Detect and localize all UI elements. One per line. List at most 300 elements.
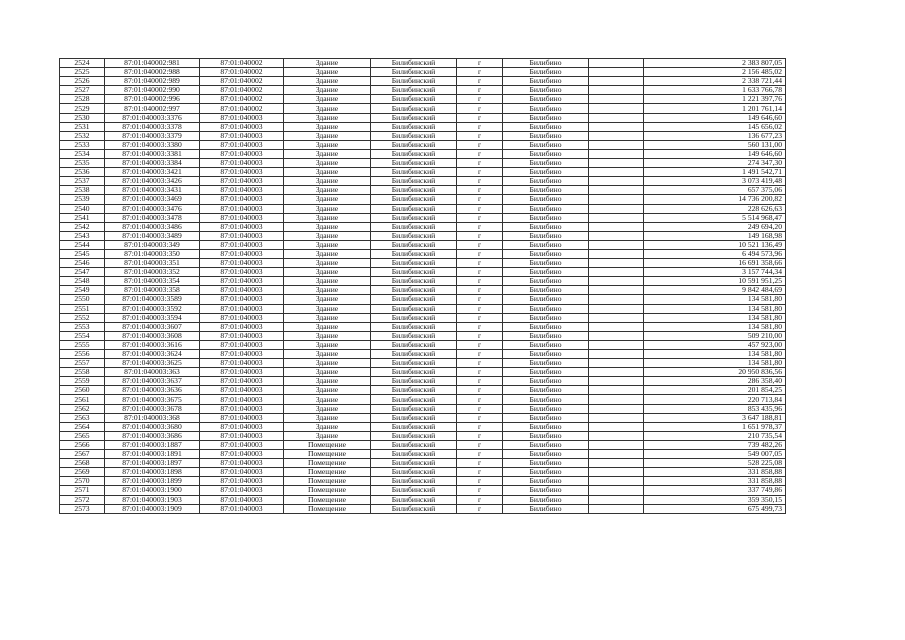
district-cell: Билибинский (371, 495, 457, 504)
settlement-cell: Билибино (503, 222, 589, 231)
cadastral-quarter-cell: 87:01:040003 (200, 468, 284, 477)
cadastral-value-cell: 2 338 721,44 (644, 77, 786, 86)
blank-cell-cell (589, 222, 644, 231)
object-type-cell: Здание (284, 331, 371, 340)
object-type-cell: Здание (284, 359, 371, 368)
settlement-cell: Билибино (503, 322, 589, 331)
table-row (60, 68, 786, 77)
cadastral-number-cell: 87:01:040002:981 (105, 59, 200, 68)
cadastral-value-cell: 2 156 485,02 (644, 68, 786, 77)
cadastral-number-cell: 87:01:040003:363 (105, 368, 200, 377)
settlement-type-cell: г (457, 350, 503, 359)
settlement-type-cell: г (457, 440, 503, 449)
cadastral-value-cell: 134 581,80 (644, 350, 786, 359)
row-number-cell: 2539 (60, 195, 105, 204)
cadastral-value-cell: 3 647 188,81 (644, 413, 786, 422)
row-number-cell: 2546 (60, 259, 105, 268)
row-number-cell: 2537 (60, 177, 105, 186)
cadastral-quarter-cell: 87:01:040002 (200, 68, 284, 77)
cadastral-number-cell: 87:01:040003:3616 (105, 340, 200, 349)
row-number-cell: 2571 (60, 486, 105, 495)
object-type-cell: Помещение (284, 477, 371, 486)
settlement-type-cell: г (457, 304, 503, 313)
cadastral-number-cell: 87:01:040003:3476 (105, 204, 200, 213)
cadastral-value-cell: 134 581,80 (644, 313, 786, 322)
settlement-cell: Билибино (503, 86, 589, 95)
object-type-cell: Здание (284, 159, 371, 168)
cadastral-number-cell: 87:01:040003:3636 (105, 386, 200, 395)
cadastral-value-cell: 675 499,73 (644, 504, 786, 513)
settlement-type-cell: г (457, 395, 503, 404)
district-cell: Билибинский (371, 268, 457, 277)
blank-cell-cell (589, 86, 644, 95)
table-row (60, 240, 786, 249)
row-number-cell: 2529 (60, 104, 105, 113)
cadastral-value-cell: 509 210,00 (644, 331, 786, 340)
settlement-type-cell: г (457, 168, 503, 177)
district-cell: Билибинский (371, 295, 457, 304)
settlement-type-cell: г (457, 195, 503, 204)
cadastral-quarter-cell: 87:01:040003 (200, 131, 284, 140)
object-type-cell: Здание (284, 404, 371, 413)
cadastral-number-cell: 87:01:040003:3675 (105, 395, 200, 404)
cadastral-quarter-cell: 87:01:040003 (200, 222, 284, 231)
cadastral-value-cell: 560 131,00 (644, 140, 786, 149)
blank-cell-cell (589, 122, 644, 131)
object-type-cell: Здание (284, 322, 371, 331)
table-row (60, 495, 786, 504)
settlement-type-cell: г (457, 431, 503, 440)
settlement-cell: Билибино (503, 486, 589, 495)
cadastral-quarter-cell: 87:01:040003 (200, 140, 284, 149)
settlement-cell: Билибино (503, 468, 589, 477)
settlement-type-cell: г (457, 204, 503, 213)
cadastral-number-cell: 87:01:040003:1897 (105, 459, 200, 468)
table-row (60, 395, 786, 404)
table-row (60, 104, 786, 113)
settlement-cell: Билибино (503, 77, 589, 86)
settlement-cell: Билибино (503, 404, 589, 413)
table-row (60, 168, 786, 177)
blank-cell-cell (589, 277, 644, 286)
table-row (60, 304, 786, 313)
object-type-cell: Здание (284, 59, 371, 68)
object-type-cell: Здание (284, 77, 371, 86)
blank-cell-cell (589, 404, 644, 413)
object-type-cell: Здание (284, 350, 371, 359)
object-type-cell: Здание (284, 431, 371, 440)
district-cell: Билибинский (371, 140, 457, 149)
object-type-cell: Здание (284, 422, 371, 431)
row-number-cell: 2563 (60, 413, 105, 422)
cadastral-number-cell: 87:01:040003:3686 (105, 431, 200, 440)
cadastral-quarter-cell: 87:01:040002 (200, 104, 284, 113)
settlement-type-cell: г (457, 331, 503, 340)
blank-cell-cell (589, 322, 644, 331)
settlement-cell: Билибино (503, 186, 589, 195)
table-row (60, 322, 786, 331)
blank-cell-cell (589, 495, 644, 504)
cadastral-quarter-cell: 87:01:040003 (200, 440, 284, 449)
table-row (60, 149, 786, 158)
district-cell: Билибинский (371, 322, 457, 331)
cadastral-quarter-cell: 87:01:040002 (200, 95, 284, 104)
blank-cell-cell (589, 240, 644, 249)
settlement-cell: Билибино (503, 140, 589, 149)
settlement-type-cell: г (457, 468, 503, 477)
object-type-cell: Помещение (284, 504, 371, 513)
blank-cell-cell (589, 422, 644, 431)
settlement-cell: Билибино (503, 59, 589, 68)
cadastral-number-cell: 87:01:040003:368 (105, 413, 200, 422)
settlement-cell: Билибино (503, 249, 589, 258)
blank-cell-cell (589, 340, 644, 349)
cadastral-quarter-cell: 87:01:040003 (200, 313, 284, 322)
table-row (60, 422, 786, 431)
district-cell: Билибинский (371, 113, 457, 122)
row-number-cell: 2551 (60, 304, 105, 313)
cadastral-value-table (59, 58, 786, 514)
blank-cell-cell (589, 131, 644, 140)
cadastral-number-cell: 87:01:040003:3478 (105, 213, 200, 222)
district-cell: Билибинский (371, 249, 457, 258)
row-number-cell: 2560 (60, 386, 105, 395)
blank-cell-cell (589, 486, 644, 495)
settlement-cell: Билибино (503, 159, 589, 168)
cadastral-quarter-cell: 87:01:040003 (200, 404, 284, 413)
table-row (60, 259, 786, 268)
settlement-type-cell: г (457, 222, 503, 231)
district-cell: Билибинский (371, 422, 457, 431)
district-cell: Билибинский (371, 477, 457, 486)
settlement-type-cell: г (457, 495, 503, 504)
object-type-cell: Здание (284, 140, 371, 149)
district-cell: Билибинский (371, 368, 457, 377)
cadastral-value-cell: 134 581,80 (644, 359, 786, 368)
cadastral-number-cell: 87:01:040003:1903 (105, 495, 200, 504)
object-type-cell: Здание (284, 313, 371, 322)
row-number-cell: 2566 (60, 440, 105, 449)
settlement-type-cell: г (457, 386, 503, 395)
settlement-type-cell: г (457, 122, 503, 131)
district-cell: Билибинский (371, 486, 457, 495)
cadastral-quarter-cell: 87:01:040003 (200, 286, 284, 295)
cadastral-quarter-cell: 87:01:040003 (200, 495, 284, 504)
settlement-type-cell: г (457, 295, 503, 304)
cadastral-number-cell: 87:01:040003:1900 (105, 486, 200, 495)
district-cell: Билибинский (371, 222, 457, 231)
table-row (60, 77, 786, 86)
row-number-cell: 2531 (60, 122, 105, 131)
row-number-cell: 2557 (60, 359, 105, 368)
district-cell: Билибинский (371, 431, 457, 440)
blank-cell-cell (589, 259, 644, 268)
object-type-cell: Здание (284, 295, 371, 304)
settlement-cell: Билибино (503, 340, 589, 349)
district-cell: Билибинский (371, 395, 457, 404)
cadastral-value-cell: 16 691 358,66 (644, 259, 786, 268)
cadastral-value-cell: 6 494 573,96 (644, 249, 786, 258)
object-type-cell: Здание (284, 240, 371, 249)
table-row (60, 440, 786, 449)
object-type-cell: Здание (284, 122, 371, 131)
district-cell: Билибинский (371, 377, 457, 386)
blank-cell-cell (589, 177, 644, 186)
row-number-cell: 2554 (60, 331, 105, 340)
cadastral-number-cell: 87:01:040003:1891 (105, 450, 200, 459)
row-number-cell: 2573 (60, 504, 105, 513)
cadastral-quarter-cell: 87:01:040003 (200, 240, 284, 249)
district-cell: Билибинский (371, 204, 457, 213)
cadastral-quarter-cell: 87:01:040003 (200, 368, 284, 377)
settlement-cell: Билибино (503, 331, 589, 340)
settlement-type-cell: г (457, 113, 503, 122)
settlement-type-cell: г (457, 277, 503, 286)
cadastral-value-cell: 201 854,25 (644, 386, 786, 395)
object-type-cell: Здание (284, 340, 371, 349)
object-type-cell: Помещение (284, 450, 371, 459)
settlement-type-cell: г (457, 249, 503, 258)
cadastral-quarter-cell: 87:01:040003 (200, 213, 284, 222)
row-number-cell: 2552 (60, 313, 105, 322)
object-type-cell: Здание (284, 186, 371, 195)
cadastral-value-cell: 2 383 807,05 (644, 59, 786, 68)
cadastral-quarter-cell: 87:01:040003 (200, 322, 284, 331)
table-row (60, 249, 786, 258)
object-type-cell: Здание (284, 368, 371, 377)
row-number-cell: 2540 (60, 204, 105, 213)
row-number-cell: 2568 (60, 459, 105, 468)
cadastral-number-cell: 87:01:040003:3594 (105, 313, 200, 322)
cadastral-number-cell: 87:01:040003:1898 (105, 468, 200, 477)
table-row (60, 468, 786, 477)
settlement-type-cell: г (457, 186, 503, 195)
table-row (60, 340, 786, 349)
district-cell: Билибинский (371, 168, 457, 177)
settlement-cell: Билибино (503, 277, 589, 286)
cadastral-quarter-cell: 87:01:040003 (200, 395, 284, 404)
settlement-cell: Билибино (503, 149, 589, 158)
object-type-cell: Здание (284, 249, 371, 258)
settlement-type-cell: г (457, 68, 503, 77)
blank-cell-cell (589, 68, 644, 77)
table-row (60, 386, 786, 395)
settlement-type-cell: г (457, 459, 503, 468)
table-row (60, 313, 786, 322)
blank-cell-cell (589, 77, 644, 86)
table-row (60, 431, 786, 440)
settlement-type-cell: г (457, 286, 503, 295)
table-row (60, 404, 786, 413)
district-cell: Билибинский (371, 86, 457, 95)
district-cell: Билибинский (371, 413, 457, 422)
table-row (60, 504, 786, 513)
cadastral-number-cell: 87:01:040003:350 (105, 249, 200, 258)
table-row (60, 59, 786, 68)
cadastral-quarter-cell: 87:01:040003 (200, 413, 284, 422)
district-cell: Билибинский (371, 149, 457, 158)
blank-cell-cell (589, 186, 644, 195)
cadastral-quarter-cell: 87:01:040003 (200, 195, 284, 204)
cadastral-quarter-cell: 87:01:040003 (200, 386, 284, 395)
settlement-cell: Билибино (503, 122, 589, 131)
cadastral-number-cell: 87:01:040003:358 (105, 286, 200, 295)
settlement-cell: Билибино (503, 240, 589, 249)
settlement-cell: Билибино (503, 304, 589, 313)
object-type-cell: Помещение (284, 440, 371, 449)
settlement-cell: Билибино (503, 177, 589, 186)
blank-cell-cell (589, 331, 644, 340)
cadastral-quarter-cell: 87:01:040003 (200, 377, 284, 386)
settlement-cell: Билибино (503, 168, 589, 177)
district-cell: Билибинский (371, 404, 457, 413)
cadastral-number-cell: 87:01:040003:1909 (105, 504, 200, 513)
blank-cell-cell (589, 104, 644, 113)
blank-cell-cell (589, 168, 644, 177)
cadastral-value-cell: 1 633 766,78 (644, 86, 786, 95)
settlement-cell: Билибино (503, 504, 589, 513)
settlement-type-cell: г (457, 95, 503, 104)
district-cell: Билибинский (371, 386, 457, 395)
settlement-type-cell: г (457, 213, 503, 222)
settlement-cell: Билибино (503, 431, 589, 440)
blank-cell-cell (589, 304, 644, 313)
settlement-cell: Билибино (503, 450, 589, 459)
settlement-type-cell: г (457, 77, 503, 86)
document-page (59, 58, 786, 514)
table-row (60, 350, 786, 359)
table-row (60, 331, 786, 340)
cadastral-value-cell: 1 221 397,76 (644, 95, 786, 104)
row-number-cell: 2550 (60, 295, 105, 304)
cadastral-number-cell: 87:01:040003:3376 (105, 113, 200, 122)
district-cell: Билибинский (371, 95, 457, 104)
table-row (60, 477, 786, 486)
row-number-cell: 2527 (60, 86, 105, 95)
row-number-cell: 2545 (60, 249, 105, 258)
cadastral-value-cell: 149 646,60 (644, 113, 786, 122)
cadastral-number-cell: 87:01:040003:351 (105, 259, 200, 268)
settlement-type-cell: г (457, 131, 503, 140)
blank-cell-cell (589, 140, 644, 149)
object-type-cell: Помещение (284, 459, 371, 468)
district-cell: Билибинский (371, 104, 457, 113)
cadastral-number-cell: 87:01:040003:3378 (105, 122, 200, 131)
cadastral-number-cell: 87:01:040003:3380 (105, 140, 200, 149)
district-cell: Билибинский (371, 231, 457, 240)
cadastral-number-cell: 87:01:040003:3678 (105, 404, 200, 413)
district-cell: Билибинский (371, 504, 457, 513)
object-type-cell: Здание (284, 304, 371, 313)
settlement-cell: Билибино (503, 477, 589, 486)
object-type-cell: Здание (284, 259, 371, 268)
row-number-cell: 2541 (60, 213, 105, 222)
district-cell: Билибинский (371, 195, 457, 204)
district-cell: Билибинский (371, 68, 457, 77)
settlement-cell: Билибино (503, 259, 589, 268)
cadastral-number-cell: 87:01:040003:3381 (105, 149, 200, 158)
cadastral-quarter-cell: 87:01:040003 (200, 359, 284, 368)
cadastral-value-cell: 9 842 484,69 (644, 286, 786, 295)
row-number-cell: 2524 (60, 59, 105, 68)
cadastral-value-cell: 286 358,40 (644, 377, 786, 386)
table-row (60, 131, 786, 140)
cadastral-quarter-cell: 87:01:040003 (200, 268, 284, 277)
object-type-cell: Здание (284, 222, 371, 231)
object-type-cell: Здание (284, 277, 371, 286)
cadastral-number-cell: 87:01:040003:3431 (105, 186, 200, 195)
settlement-type-cell: г (457, 422, 503, 431)
cadastral-value-cell: 739 482,26 (644, 440, 786, 449)
cadastral-quarter-cell: 87:01:040003 (200, 149, 284, 158)
blank-cell-cell (589, 350, 644, 359)
blank-cell-cell (589, 313, 644, 322)
object-type-cell: Помещение (284, 495, 371, 504)
cadastral-quarter-cell: 87:01:040003 (200, 477, 284, 486)
settlement-type-cell: г (457, 149, 503, 158)
settlement-type-cell: г (457, 377, 503, 386)
object-type-cell: Здание (284, 395, 371, 404)
row-number-cell: 2561 (60, 395, 105, 404)
settlement-type-cell: г (457, 486, 503, 495)
cadastral-value-cell: 210 735,54 (644, 431, 786, 440)
district-cell: Билибинский (371, 131, 457, 140)
row-number-cell: 2538 (60, 186, 105, 195)
object-type-cell: Здание (284, 104, 371, 113)
cadastral-value-cell: 853 435,96 (644, 404, 786, 413)
table-row (60, 95, 786, 104)
cadastral-quarter-cell: 87:01:040002 (200, 59, 284, 68)
district-cell: Билибинский (371, 177, 457, 186)
object-type-cell: Здание (284, 86, 371, 95)
object-type-cell: Здание (284, 68, 371, 77)
settlement-cell: Билибино (503, 395, 589, 404)
blank-cell-cell (589, 213, 644, 222)
table-row (60, 204, 786, 213)
settlement-type-cell: г (457, 313, 503, 322)
cadastral-quarter-cell: 87:01:040003 (200, 168, 284, 177)
cadastral-value-cell: 337 749,86 (644, 486, 786, 495)
cadastral-quarter-cell: 87:01:040002 (200, 77, 284, 86)
row-number-cell: 2534 (60, 149, 105, 158)
cadastral-number-cell: 87:01:040003:3426 (105, 177, 200, 186)
settlement-type-cell: г (457, 413, 503, 422)
row-number-cell: 2544 (60, 240, 105, 249)
object-type-cell: Здание (284, 113, 371, 122)
cadastral-quarter-cell: 87:01:040003 (200, 331, 284, 340)
settlement-cell: Билибино (503, 131, 589, 140)
cadastral-value-cell: 1 491 542,71 (644, 168, 786, 177)
settlement-type-cell: г (457, 159, 503, 168)
cadastral-number-cell: 87:01:040003:352 (105, 268, 200, 277)
blank-cell-cell (589, 286, 644, 295)
table-row (60, 295, 786, 304)
cadastral-quarter-cell: 87:01:040003 (200, 204, 284, 213)
blank-cell-cell (589, 477, 644, 486)
district-cell: Билибинский (371, 340, 457, 349)
settlement-type-cell: г (457, 340, 503, 349)
blank-cell-cell (589, 268, 644, 277)
district-cell: Билибинский (371, 331, 457, 340)
table-row (60, 159, 786, 168)
cadastral-value-cell: 331 858,88 (644, 468, 786, 477)
cadastral-quarter-cell: 87:01:040003 (200, 486, 284, 495)
cadastral-number-cell: 87:01:040003:3589 (105, 295, 200, 304)
settlement-type-cell: г (457, 59, 503, 68)
district-cell: Билибинский (371, 77, 457, 86)
blank-cell-cell (589, 249, 644, 258)
settlement-type-cell: г (457, 268, 503, 277)
